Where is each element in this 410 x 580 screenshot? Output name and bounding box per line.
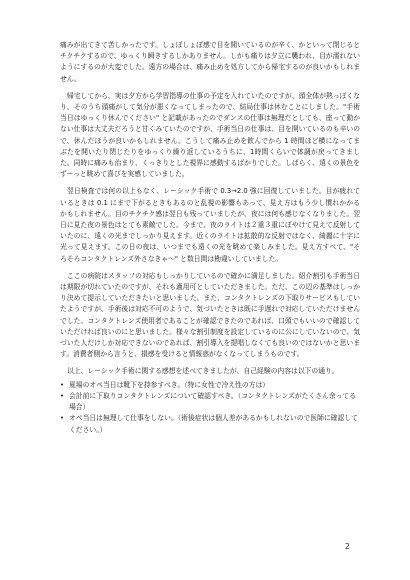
page-number: 2 xyxy=(344,542,350,551)
list-item xyxy=(60,380,360,391)
summary-list xyxy=(60,380,360,436)
list-item xyxy=(60,391,360,413)
paragraph-4: ここの病院はスタッフの対応もしっかりしているので確かに満足しました。紹介割引も手術当日は期限が切れていたのですが、それも適用可としていただきました。ただ、この辺の基準はしっかり決めて提示していただきたいと思いました。また、コンタクトレンズの下取りサービスもしていたようですが、手術後は対応不可のようで、気づいたときは既に手遅れで対応していただけませんでした。コンタクトレンズ使用者であることが確認できたのであれば、口頭でもいいので確認していただければ良いのにと思いました。様々な割引制度を設定しているのに公にしていないので、気づいた人だけしか対応できないのであれば、割引導入を提唱しなくても良いのではないかと思います。消費者側から言うと、損感を受けると情報惑がなくなってしまうものです。 xyxy=(60,271,360,359)
list-item-text: 夏場のオペ当日は靴下を持参すべき。（特に女性で冷え性の方は） xyxy=(69,380,270,389)
list-item xyxy=(60,413,360,435)
list-item-text: オペ当日は無理して仕事をしない。（術後症状は個人差があるかもしれないので医師に確認してください。） xyxy=(69,414,358,434)
list-item-text: 会計前に下取りコンタクトレンズについて確認すべき。（コンタクトレンズがたくさん余ってる場合） xyxy=(69,391,357,412)
paragraph-3: 翌日検査では何の以上もなく、レーシック手術で 0.3→2.0 強に回復していました。目が疲れているときは 0.1 にまで下がるときもあるのと乱視の影響もあって、見え方はもう少し慣れかかるかもしれません。目のチクチク感は翌日も残っていましたが、夜には何も感じなくなりました。翌日に見た夜の景色はとても素敵でした。今まで、夜のライトは２重３重にぼやけて見えて反射していたのに、遠くの光までしっかり見えます。近くのライトは拡散的な反射ではなく、綺麗に十字に光って見えます。この日の夜は、いつまでも遠くの光を眺めて楽しみました。見え方すべて、"そろそろコンタクトレンズ外さなきゃ～" と数日間は勘違いしていました。 xyxy=(60,187,360,263)
paragraph-2: 帰宅してから、実は夕方から学習指導の仕事の予定を入れていたのですが、頭全体が熱っぽくなり、そのうち頭痛がして気分が悪くなってしまったので、結局仕事は休むことにしました。"手術当日はゆっくり休んでください" と記載があったのでダンスの仕事は無理だとしても、座って動かない仕事は大丈夫だろうと甘くみていたのですが、手術当日の仕事は、目を開いているのも辛いので、休んだほうが良いかもしれません。こうして痛み止めを飲んでから 1 時間ほど横になってまぶたを開いたり閉じたりをゆっくり繰り返しているうちに、1時間くらいで体調が戻ってきました。同時に痛みも治まり、くっきりとした視界に感動するばかりでした。しばらく、遠くの景色をずーっと眺めて喜びを実感していました。 xyxy=(60,91,360,179)
paragraph-1: 痛みが出てきて苦しかったです。しょぼしょぼ感で目を開いているのが辛く、かといって閉じるとチクチクするので、ゆっくり瞬きするしかありません。しかも痛りは夕立に襲われ、目が濡れないようにするのが大変でした。遠方の場合は、痛み止めを処方してから帰宅するのが良いかもしれません。 xyxy=(60,41,360,83)
paragraph-5: 以上、レーシック手術に関する感想を述べてきましたが、自己経験の内容は以下の通り。 xyxy=(67,367,339,376)
bullet-icon: • xyxy=(60,380,65,389)
bullet-icon: • xyxy=(60,391,65,400)
body-text xyxy=(60,40,360,436)
bullet-icon: • xyxy=(60,414,65,423)
